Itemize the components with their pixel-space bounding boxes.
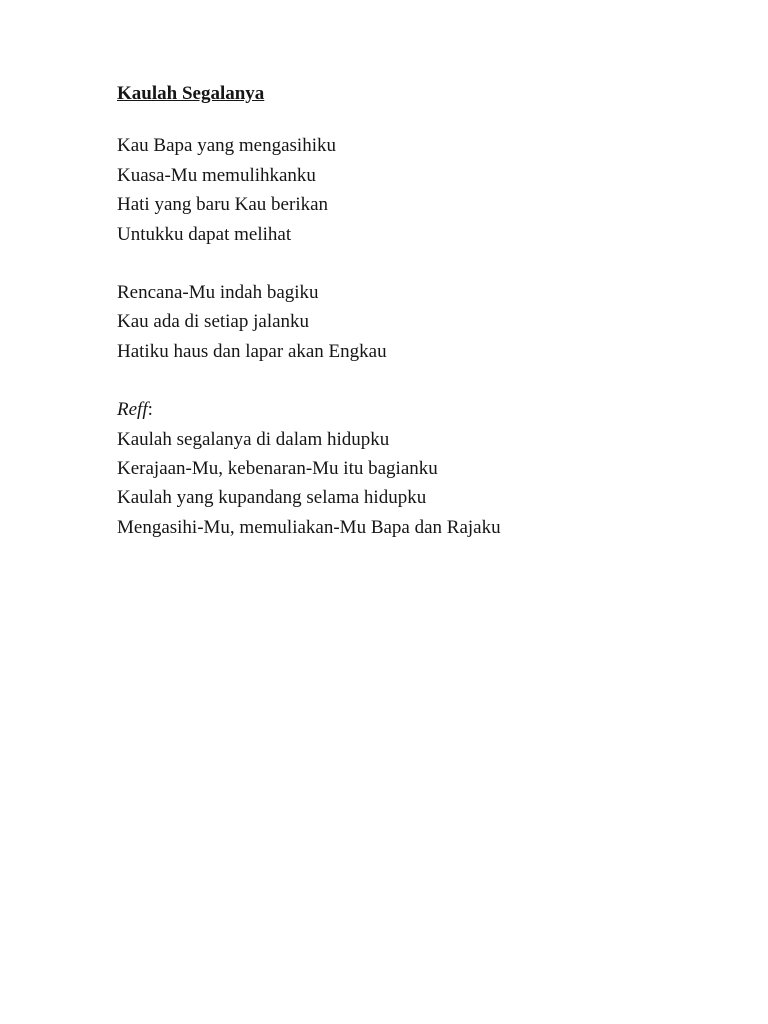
lyric-line: Mengasihi-Mu, memuliakan-Mu Bapa dan Rajaku xyxy=(117,516,501,538)
stanza-verse-1 xyxy=(117,131,708,249)
lyric-line: Kaulah segalanya di dalam hidupku xyxy=(117,428,390,450)
lyric-line: Kuasa-Mu memulihkanku xyxy=(117,164,316,186)
song-title: Kaulah Segalanya xyxy=(117,83,265,104)
lyric-line: Untukku dapat melihat xyxy=(117,223,292,245)
lyric-line: Kerajaan-Mu, kebenaran-Mu itu bagianku xyxy=(117,458,438,480)
stanza-verse-2 xyxy=(117,278,708,366)
reff-label-word: Reff xyxy=(117,399,148,421)
reff-label xyxy=(117,395,708,424)
lyric-line: Kau ada di setiap jalanku xyxy=(117,311,310,333)
stanza-reff xyxy=(117,395,708,542)
lyrics-content xyxy=(117,79,708,571)
lyric-line: Rencana-Mu indah bagiku xyxy=(117,282,319,304)
reff-label-colon: : xyxy=(147,399,153,421)
lyric-line: Hatiku haus dan lapar akan Engkau xyxy=(117,340,387,362)
lyric-line: Kau Bapa yang mengasihiku xyxy=(117,135,336,157)
lyric-line: Kaulah yang kupandang selama hidupku xyxy=(117,487,427,509)
lyric-line: Hati yang baru Kau berikan xyxy=(117,194,329,216)
